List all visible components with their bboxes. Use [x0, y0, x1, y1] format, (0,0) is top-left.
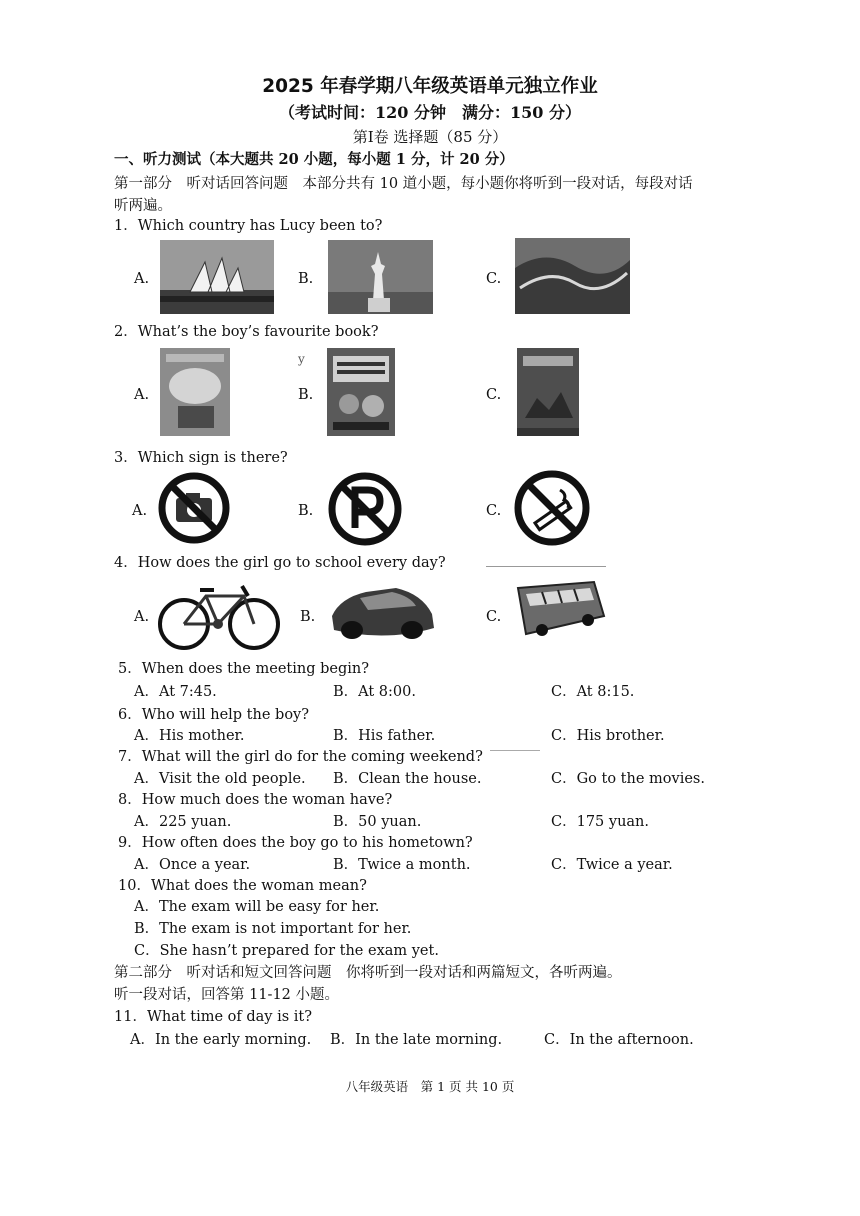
page-footer: 八年级英语 第 1 页 共 10 页 [345, 1079, 515, 1094]
q11-option-b: B．In the late morning. [330, 1032, 503, 1048]
question-3: 3．Which sign is there? [114, 450, 288, 466]
q10-option-c: C．She hasn’t prepared for the exam yet. [134, 943, 439, 959]
sydney-opera-house-photo [160, 240, 274, 314]
car-icon [326, 576, 438, 648]
q5-option-b: B．At 8:00. [333, 684, 416, 700]
question-10: 10．What does the woman mean? [118, 878, 367, 894]
question-7: 7．What will the girl do for the coming weekend? [118, 749, 483, 765]
question-5: 5．When does the meeting begin? [118, 661, 369, 677]
q6-option-a: A．His mother. [134, 728, 245, 744]
no-photography-sign-icon [156, 470, 232, 546]
bicycle-icon [156, 578, 282, 652]
q9-option-c: C．Twice a year. [551, 857, 673, 873]
exam-info: （考试时间：120 分钟 满分：150 分） [279, 103, 581, 122]
question-2: 2．What’s the boy’s favourite book? [114, 324, 379, 340]
stray-mark: y [298, 352, 305, 366]
q6-option-b: B．His father. [333, 728, 436, 744]
statue-of-liberty-photo [328, 240, 433, 314]
q1-option-b-label: B. [298, 271, 314, 287]
q2-option-a-label: A. [134, 387, 150, 403]
q10-option-a: A．The exam will be easy for her. [134, 899, 380, 915]
great-wall-photo [515, 238, 630, 314]
scan-mark-line [486, 566, 606, 567]
q4-option-b-label: B. [300, 609, 316, 625]
q8-option-b: B．50 yuan. [333, 814, 422, 830]
q8-option-c: C．175 yuan. [551, 814, 650, 830]
q1-option-a-label: A. [134, 271, 150, 287]
book-cover-b [327, 348, 395, 436]
q5-option-a: A．At 7:45. [134, 684, 217, 700]
bus-icon [512, 576, 608, 642]
q1-option-c-label: C. [486, 271, 502, 287]
part-two-intro: 第二部分 听对话和短文回答问题 你将听到一段对话和两篇短文，各听两遍。 [114, 965, 622, 981]
question-1: 1．Which country has Lucy been to? [114, 218, 383, 234]
q11-option-c: C．In the afternoon. [544, 1032, 694, 1048]
q6-option-c: C．His brother. [551, 728, 665, 744]
question-11: 11．What time of day is it? [114, 1009, 313, 1025]
q10-option-b: B．The exam is not important for her. [134, 921, 412, 937]
q8-option-a: A．225 yuan. [134, 814, 232, 830]
q7-option-c: C．Go to the movies. [551, 771, 705, 787]
q4-option-a-label: A. [134, 609, 150, 625]
part-one-intro-cont: 听两遍。 [114, 198, 172, 214]
q2-option-b-label: B. [298, 387, 314, 403]
part-one-intro: 第一部分 听对话回答问题 本部分共有 10 道小题，每小题你将听到一段对话，每段对话 [114, 176, 693, 192]
q11-option-a: A．In the early morning. [130, 1032, 312, 1048]
q2-option-c-label: C. [486, 387, 502, 403]
dialog-intro: 听一段对话，回答第 11-12 小题。 [114, 987, 340, 1003]
book-cover-a [160, 348, 230, 436]
q4-option-c-label: C. [486, 609, 502, 625]
scan-mark-line [490, 750, 540, 751]
q7-option-b: B．Clean the house. [333, 771, 482, 787]
question-4: 4．How does the girl go to school every day? [114, 555, 446, 571]
q3-option-a-label: A. [132, 503, 148, 519]
question-6: 6．Who will help the boy? [118, 707, 310, 723]
listening-heading: 一、听力测试（本大题共 20 小题，每小题 1 分，计 20 分） [114, 151, 514, 168]
section-title: 第Ⅰ卷 选择题（85 分） [352, 128, 508, 146]
question-9: 9．How often does the boy go to his hometown? [118, 835, 473, 851]
q5-option-c: C．At 8:15. [551, 684, 635, 700]
q3-option-b-label: B. [298, 503, 314, 519]
no-parking-sign-icon [326, 470, 404, 548]
q3-option-c-label: C. [486, 503, 502, 519]
q9-option-b: B．Twice a month. [333, 857, 471, 873]
page-title: 2025 年春学期八年级英语单元独立作业 [262, 76, 598, 97]
no-smoking-sign-icon [512, 468, 592, 548]
q9-option-a: A．Once a year. [134, 857, 251, 873]
question-8: 8．How much does the woman have? [118, 792, 393, 808]
q7-option-a: A．Visit the old people. [134, 771, 306, 787]
book-cover-c [517, 348, 579, 436]
